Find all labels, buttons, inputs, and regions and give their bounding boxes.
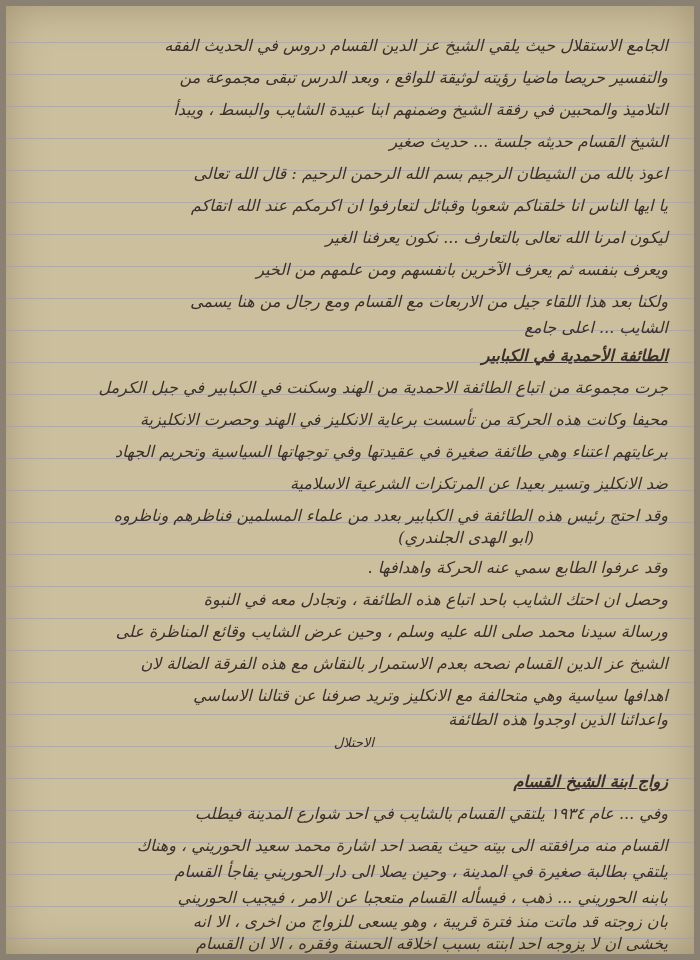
text-line: الشيخ القسام حديثه جلسة ... حديث صغير <box>389 132 668 151</box>
text-line: برعايتهم اعتناء وهي طائفة صغيرة في عقيدتها وفي توجهاتها السياسية وتحريم الجهاد <box>115 442 668 461</box>
ruled-line <box>6 682 694 683</box>
text-line: وقد عرفوا الطابع سمي عنه الحركة واهدافها . <box>367 558 668 577</box>
text-line: الشايب ... اعلى جامع <box>524 318 668 337</box>
text-line: الجامع الاستقلال حيث يلقي الشيخ عز الدين القسام دروس في الحديث الفقه <box>164 36 668 55</box>
ruled-line <box>6 650 694 651</box>
margin-note: الاحتلال <box>333 736 374 751</box>
text-line: الشيخ عز الدين القسام نصحه بعدم الاستمرار بالنقاش مع هذه الفرقة الضالة لان <box>140 654 668 673</box>
text-line: بان زوجته قد ماتت منذ فترة قريبة ، وهو يسعى للزواج من اخرى ، الا انه <box>192 912 668 931</box>
text-line: ضد الانكليز وتسير بعيدا عن المرتكزات الشرعية الاسلامية <box>290 474 668 493</box>
text-line: ليكون امرنا الله تعالى بالتعارف ... نكون يعرفنا الغير <box>325 228 668 247</box>
ruled-line <box>6 586 694 587</box>
text-line: اهدافها سياسية وهي متحالفة مع الانكليز وتريد صرفنا عن قتالنا الاساسي <box>193 686 668 705</box>
ruled-line <box>6 618 694 619</box>
text-line: والتفسير حريصا ماضيا رؤيته لوثيقة للواقع ، وبعد الدرس تبقى مجموعة من <box>179 68 668 87</box>
text-line: يخشى ان لا يزوجه احد ابنته بسبب اخلاقه الحسنة وفقره ، الا ان القسام <box>196 934 668 953</box>
document-page <box>6 6 694 954</box>
text-line: جرت مجموعة من اتباع الطائفة الاحمدية من الهند وسكنت في الكبابير في جبل الكرمل <box>98 378 668 397</box>
text-line: يلتقي بطالبة صغيرة في المدينة ، وحين يصلا الى دار الحوريني يفاجأ القسام <box>174 862 668 881</box>
section-heading: الطائفة الأحمدية في الكبابير <box>481 346 668 365</box>
text-line: وحصل ان احتك الشايب باحد اتباع هذه الطائفة ، وتجادل معه في النبوة <box>203 590 668 609</box>
text-line: وقد احتج رئيس هذه الطائفة في الكبابير بعدد من علماء المسلمين فناظرهم وناظروه <box>113 506 668 525</box>
text-line: القسام منه مرافقته الى بيته حيث يقصد احد اشارة محمد سعيد الحوريني ، وهناك <box>136 836 668 855</box>
text-line: ويعرف بنفسه ثم يعرف الآخرين بانفسهم ومن علمهم من الخير <box>256 260 668 279</box>
text-line: التلاميذ والمحبين في رفقة الشيخ وضمنهم ابنا عبيدة الشايب والبسط ، ويبدأ <box>173 100 668 119</box>
text-line: ولكنا بعد هذا اللقاء جيل من الاربعات مع القسام ومع رجال من هنا يسمى <box>190 292 668 311</box>
text-line: واعدائنا الذين اوجدوا هذه الطائفة <box>448 710 668 729</box>
text-line: اعوذ بالله من الشيطان الرجيم بسم الله الرحمن الرحيم : قال الله تعالى <box>193 164 668 183</box>
text-line: محيفا وكانت هذه الحركة من تأسست برعاية الانكليز في الهند وحصرت الانكليزية <box>139 410 668 429</box>
text-line: وفي ... عام ١٩٣٤ يلتقي القسام بالشايب في احد شوارع المدينة فيطلب <box>194 804 668 823</box>
text-line: ورسالة سيدنا محمد صلى الله عليه وسلم ، وحين عرض الشايب وقائع المناظرة على <box>115 622 668 641</box>
text-line: بابنه الحوريني ... ذهب ، فيسأله القسام متعجبا عن الامر ، فيجيب الحوريني <box>177 888 668 907</box>
section-heading: زواج ابنة الشيخ القسام <box>513 772 668 791</box>
text-line: يا ايها الناس انا خلقناكم شعوبا وقبائل لتعارفوا ان اكرمكم عند الله اتقاكم <box>190 196 668 215</box>
citation: (ابو الهدى الجلندري) <box>398 528 534 547</box>
ruled-line <box>6 554 694 555</box>
